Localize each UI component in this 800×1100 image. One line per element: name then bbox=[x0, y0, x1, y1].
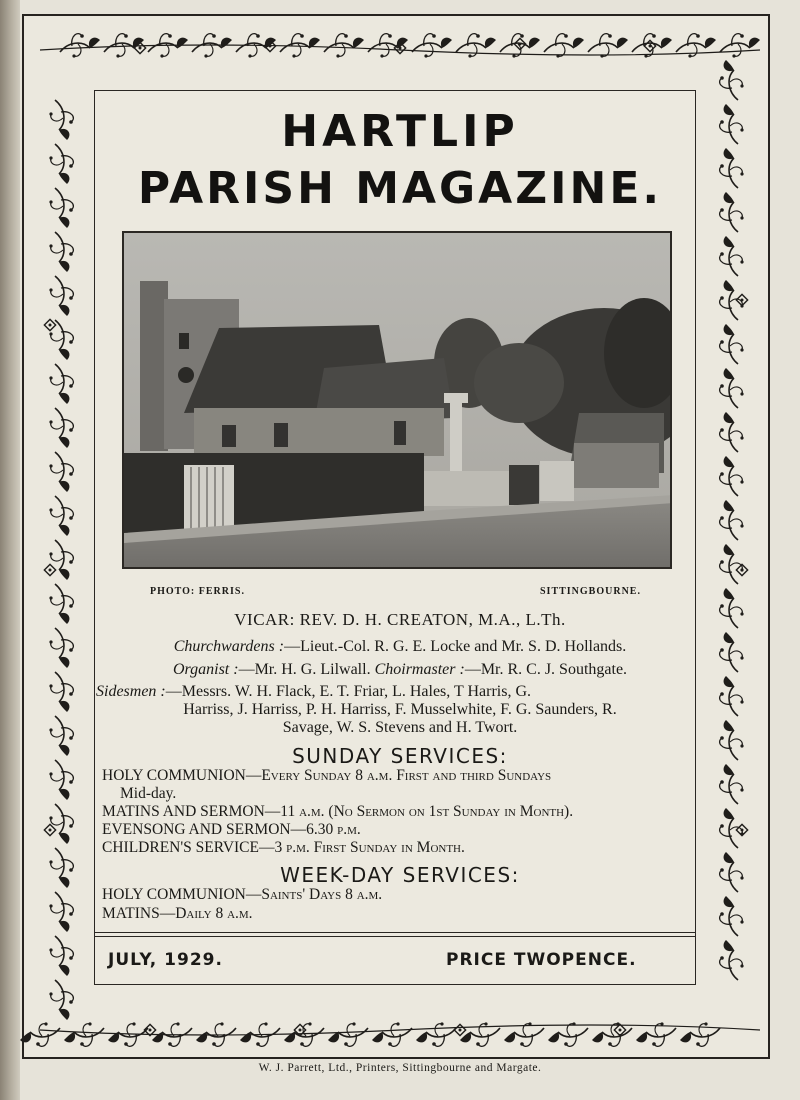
divider-rule-lower bbox=[94, 936, 696, 937]
sunday-item-evensong: EVENSONG AND SERMON—6.30 p.m. bbox=[102, 821, 361, 838]
magazine-title-line-2: PARISH MAGAZINE. bbox=[137, 163, 663, 214]
organist-label: Organist : bbox=[172, 661, 239, 678]
churchwardens-line bbox=[0, 638, 800, 656]
weekday-item-holy-communion: HOLY COMMUNION—Saints' Days 8 a.m. bbox=[102, 886, 383, 903]
issue-date: JULY, 1929. bbox=[108, 950, 223, 970]
sidesmen-text-1: —Messrs. W. H. Flack, E. T. Friar, L. Hales, T Harris, G. bbox=[165, 683, 532, 700]
choirmaster-label: Choirmaster : bbox=[374, 661, 465, 678]
churchwardens-text: —Lieut.-Col. R. G. E. Locke and Mr. S. D. Hollands. bbox=[284, 638, 627, 655]
divider-rule-upper bbox=[94, 932, 696, 933]
sidesmen-line-1 bbox=[96, 683, 531, 701]
choirmaster-text: —Mr. R. C. J. Southgate. bbox=[464, 661, 628, 678]
photo-location: SITTINGBOURNE. bbox=[540, 586, 641, 597]
churchwardens-label: Churchwardens : bbox=[173, 638, 285, 655]
sunday-item-midday: Mid-day. bbox=[120, 785, 177, 802]
organist-text: —Mr. H. G. Lilwall. bbox=[238, 661, 371, 678]
magazine-title-line-1: HARTLIP bbox=[281, 106, 519, 157]
weekday-item-matins: MATINS—Daily 8 a.m. bbox=[102, 905, 253, 922]
printer-imprint: W. J. Parrett, Ltd., Printers, Sittingbourne and Margate. bbox=[258, 1062, 542, 1074]
sunday-item-matins: MATINS AND SERMON—11 a.m. (No Sermon on 1st Sunday in Month). bbox=[102, 803, 574, 820]
photo-credit: PHOTO: FERRIS. bbox=[150, 586, 245, 597]
vicar-line: VICAR: REV. D. H. CREATON, M.A., L.Th. bbox=[234, 610, 566, 629]
sunday-services-heading: SUNDAY SERVICES: bbox=[292, 744, 508, 768]
sunday-item-holy-communion: HOLY COMMUNION—Every Sunday 8 a.m. First and third Sundays bbox=[102, 767, 552, 784]
organist-line bbox=[0, 661, 800, 679]
church-photograph bbox=[122, 231, 672, 569]
weekday-services-heading: WEEK-DAY SERVICES: bbox=[280, 863, 520, 887]
sidesmen-line-2: Harriss, J. Harriss, P. H. Harriss, F. Musselwhite, F. G. Saunders, R. bbox=[183, 701, 617, 718]
sidesmen-label: Sidesmen : bbox=[96, 683, 166, 700]
sidesmen-line-3: Savage, W. S. Stevens and H. Twort. bbox=[282, 719, 518, 736]
church-photo-illustration bbox=[124, 233, 672, 569]
sunday-item-childrens-service: CHILDREN'S SERVICE—3 p.m. First Sunday in Month. bbox=[102, 839, 465, 856]
issue-price: PRICE TWOPENCE. bbox=[446, 950, 637, 970]
